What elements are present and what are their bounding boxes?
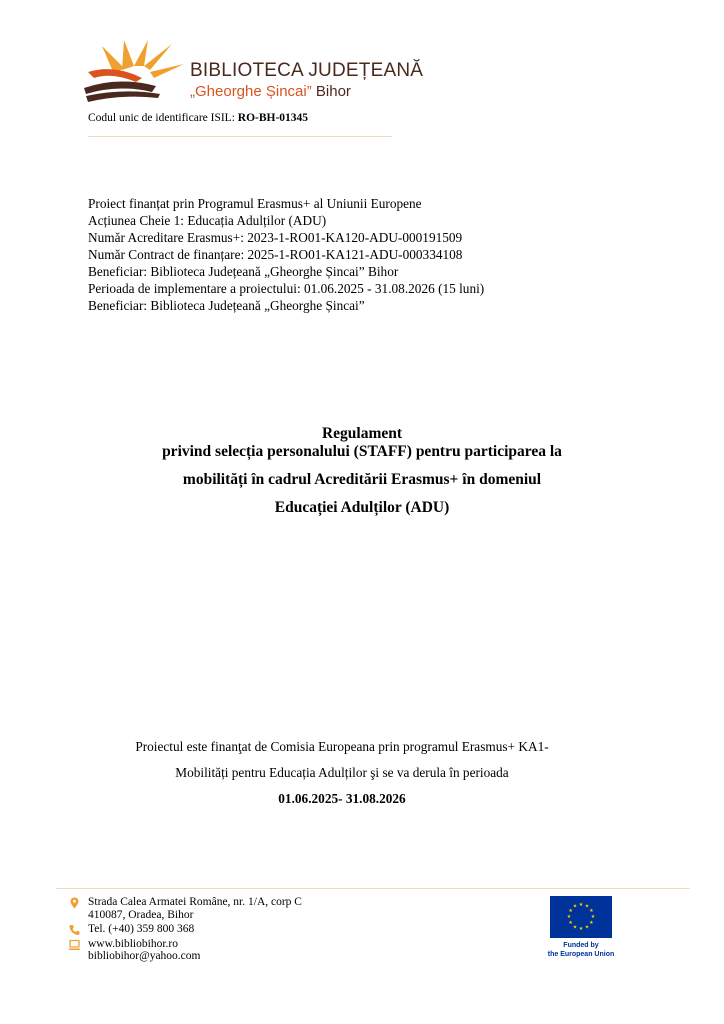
svg-text:★: ★: [566, 914, 572, 920]
footer-contact: [68, 896, 302, 963]
address-line-2: 410087, Oradea, Bihor: [88, 908, 194, 921]
title-line: Regulament: [321, 425, 403, 442]
eu-funded-text: [546, 942, 616, 959]
svg-text:★: ★: [572, 903, 578, 910]
project-info-line: Număr Contract de finanțare: 2025-1-RO01-KA121-ADU-000334108: [88, 247, 463, 262]
library-subname-county: Bihor: [311, 83, 351, 100]
svg-text:★: ★: [578, 902, 584, 908]
funding-statement: [100, 738, 584, 807]
location-pin-icon: [68, 897, 81, 909]
svg-text:★: ★: [584, 924, 590, 931]
address-row: [68, 896, 302, 921]
isil-code-line: [88, 112, 308, 124]
project-info-line: Beneficiar: Biblioteca Județeană „Gheorghe Șincai”: [88, 298, 365, 313]
header-divider: [88, 136, 392, 137]
svg-text:★: ★: [572, 924, 578, 931]
address-line-1: Strada Calea Armatei Române, nr. 1/A, corp C: [88, 896, 302, 908]
email-link[interactable]: bibliobihor@yahoo.com: [88, 950, 201, 962]
title-line: Educației Adulților (ADU): [274, 499, 450, 516]
title-line: mobilități în cadrul Acreditării Erasmus+ în domeniul: [182, 471, 542, 488]
library-subname-quoted: „Gheorghe Șincai”: [190, 83, 312, 100]
svg-text:★: ★: [568, 920, 573, 926]
eu-flag-icon: [550, 896, 612, 938]
phone-number: Tel. (+40) 359 800 368: [88, 923, 195, 935]
project-info: [88, 195, 484, 314]
library-name: BIBLIOTECA JUDEȚEANĂ: [190, 60, 424, 81]
funding-period: 01.06.2025- 31.08.2026: [278, 791, 406, 806]
isil-label: Codul unic de identificare ISIL:: [88, 112, 238, 124]
project-info-line: Acțiunea Cheie 1: Educația Adulților (ADU): [88, 213, 327, 228]
library-subname: [190, 83, 351, 100]
funding-line: Mobilități pentru Educația Adulților şi se va derula în perioada: [175, 765, 509, 780]
project-info-line: Număr Acreditare Erasmus+: 2023-1-RO01-KA120-ADU-000191509: [88, 230, 463, 245]
svg-text:★: ★: [589, 908, 594, 914]
svg-text:★: ★: [578, 926, 584, 932]
book-fan-icon: [84, 36, 194, 108]
isil-code: RO-BH-01345: [237, 112, 309, 124]
library-logo: [84, 36, 424, 108]
project-info-line: Beneficiar: Biblioteca Județeană „Gheorghe Șincai” Bihor: [88, 264, 399, 279]
svg-text:★: ★: [584, 903, 590, 910]
eu-funding-logo: [546, 896, 616, 959]
funding-line: Proiectul este finanţat de Comisia Europeana prin programul Erasmus+ KA1-: [135, 739, 549, 754]
web-row: [68, 938, 302, 963]
laptop-icon: [68, 939, 81, 951]
title-line: privind selecția personalului (STAFF) pentru participarea la: [162, 443, 562, 460]
project-info-line: Perioada de implementare a proiectului: 01.06.2025 - 31.08.2026 (15 luni): [88, 281, 485, 296]
svg-text:★: ★: [590, 914, 596, 920]
document-title: [100, 425, 624, 517]
website-link[interactable]: www.bibliobihor.ro: [88, 937, 178, 950]
eu-text-line: the European Union: [547, 950, 615, 958]
project-info-line: Proiect finanțat prin Programul Erasmus+ al Uniunii Europene: [88, 196, 422, 211]
footer-divider: [56, 888, 690, 889]
phone-icon: [68, 924, 81, 936]
eu-text-line: Funded by: [563, 942, 599, 949]
svg-text:★: ★: [568, 908, 573, 914]
phone-row: [68, 923, 302, 936]
svg-text:★: ★: [589, 920, 594, 926]
